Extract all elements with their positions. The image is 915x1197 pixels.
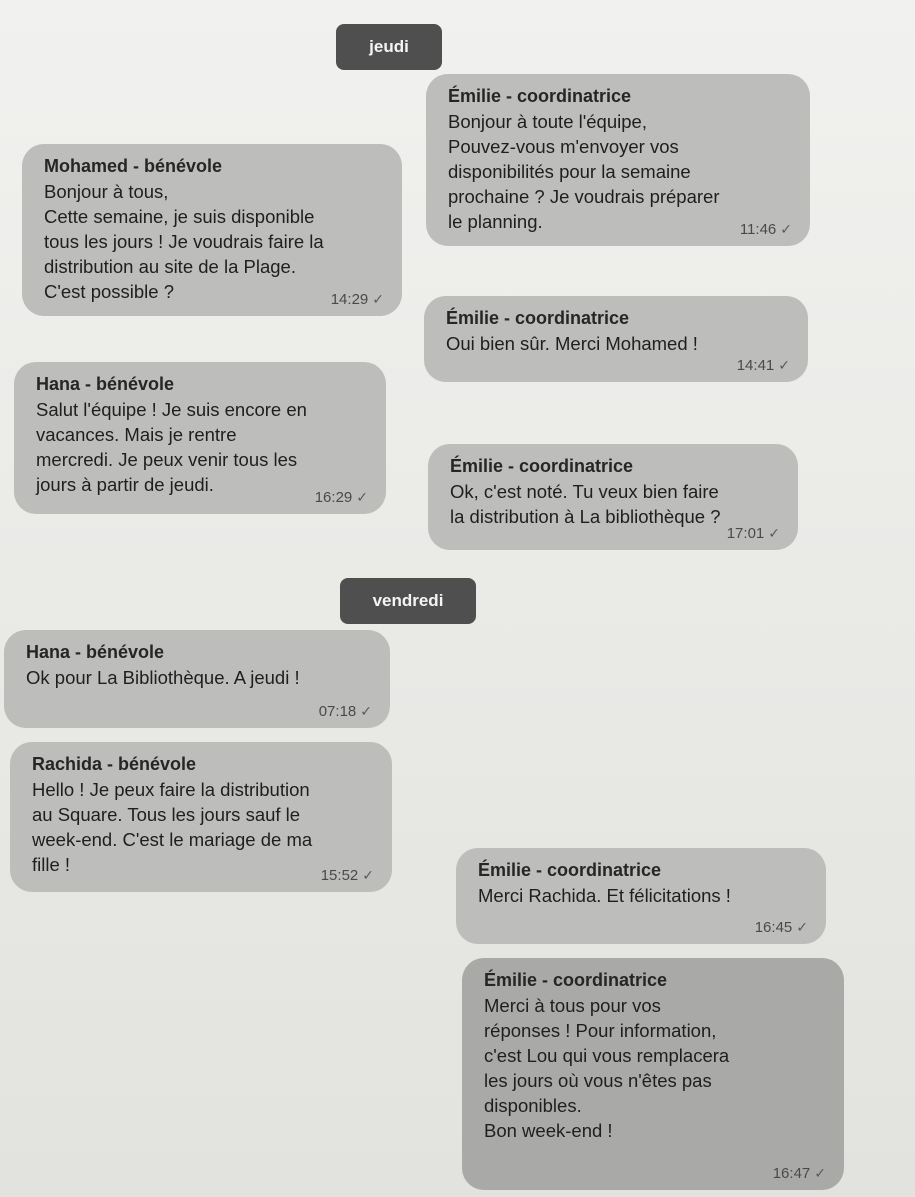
message-bubble[interactable] (456, 848, 826, 944)
message-sender: Émilie - coordinatrice (448, 86, 632, 106)
message-sender: Hana - bénévole (36, 374, 175, 394)
message-time: 15:52 (320, 867, 359, 884)
message-sender: Mohamed - bénévole (44, 156, 223, 176)
date-label: jeudi (369, 37, 409, 56)
message-time: 16:47 (772, 1165, 811, 1182)
message-text: Ok pour La Bibliothèque. A jeudi ! (26, 667, 300, 688)
message-sender: Hana - bénévole (26, 642, 165, 662)
message-text: Ok, c'est noté. Tu veux bien faire la distribution à La bibliothèque ? (450, 481, 721, 527)
date-label: vendredi (372, 591, 444, 610)
message-bubble[interactable] (428, 444, 798, 550)
message-time: 17:01 (726, 525, 765, 542)
message-bubble[interactable] (10, 742, 392, 892)
message-bubble[interactable] (22, 144, 402, 316)
read-check-icon: ✓ (360, 703, 372, 719)
message-text: Hello ! Je peux faire la distribution au Square. Tous les jours sauf le week-end. C'est le mariage de ma fille ! (32, 779, 313, 875)
read-check-icon: ✓ (362, 867, 374, 883)
message-sender: Émilie - coordinatrice (450, 456, 634, 476)
message-bubble[interactable] (426, 74, 810, 246)
message-meta (319, 703, 372, 720)
message-bubble[interactable] (424, 296, 808, 382)
message-text: Merci Rachida. Et félicitations ! (478, 885, 731, 906)
date-separator-jeudi (336, 24, 442, 70)
message-bubble[interactable] (14, 362, 386, 514)
message-time: 16:29 (314, 489, 353, 506)
read-check-icon: ✓ (780, 221, 792, 237)
message-meta (773, 1165, 826, 1182)
message-text: Bonjour à tous, Cette semaine, je suis disponible tous les jours ! Je voudrais faire la distribution au site de la Plage. C'est possible ? (44, 181, 324, 302)
message-meta (755, 919, 808, 936)
message-time: 14:41 (736, 357, 775, 374)
message-time: 07:18 (318, 703, 357, 720)
message-meta (740, 221, 792, 238)
read-check-icon: ✓ (778, 357, 790, 373)
message-text: Bonjour à toute l'équipe, Pouvez-vous m'envoyer vos disponibilités pour la semaine prochaine ? Je voudrais préparer le planning. (448, 111, 720, 232)
message-bubble[interactable] (4, 630, 390, 728)
message-text: Merci à tous pour vos réponses ! Pour information, c'est Lou qui vous remplacera les jours où vous n'êtes pas disponibles. Bon week-end ! (484, 995, 730, 1141)
read-check-icon: ✓ (372, 291, 384, 307)
read-check-icon: ✓ (796, 919, 808, 935)
read-check-icon: ✓ (768, 525, 780, 541)
message-meta (727, 525, 780, 542)
date-separator-vendredi (340, 578, 476, 624)
message-sender: Émilie - coordinatrice (446, 308, 630, 328)
message-meta (321, 867, 374, 884)
message-sender: Émilie - coordinatrice (478, 860, 662, 880)
message-time: 14:29 (330, 291, 369, 308)
message-bubble[interactable] (462, 958, 844, 1190)
message-time: 11:46 (739, 221, 777, 238)
read-check-icon: ✓ (356, 489, 368, 505)
read-check-icon: ✓ (814, 1165, 826, 1181)
message-time: 16:45 (754, 919, 793, 936)
message-sender: Émilie - coordinatrice (484, 970, 668, 990)
message-meta (315, 489, 368, 506)
message-text: Oui bien sûr. Merci Mohamed ! (446, 333, 698, 354)
message-meta (331, 291, 384, 308)
message-text: Salut l'équipe ! Je suis encore en vacances. Mais je rentre mercredi. Je peux venir tous les jours à partir de jeudi. (36, 399, 307, 495)
message-meta (737, 357, 790, 374)
message-sender: Rachida - bénévole (32, 754, 197, 774)
